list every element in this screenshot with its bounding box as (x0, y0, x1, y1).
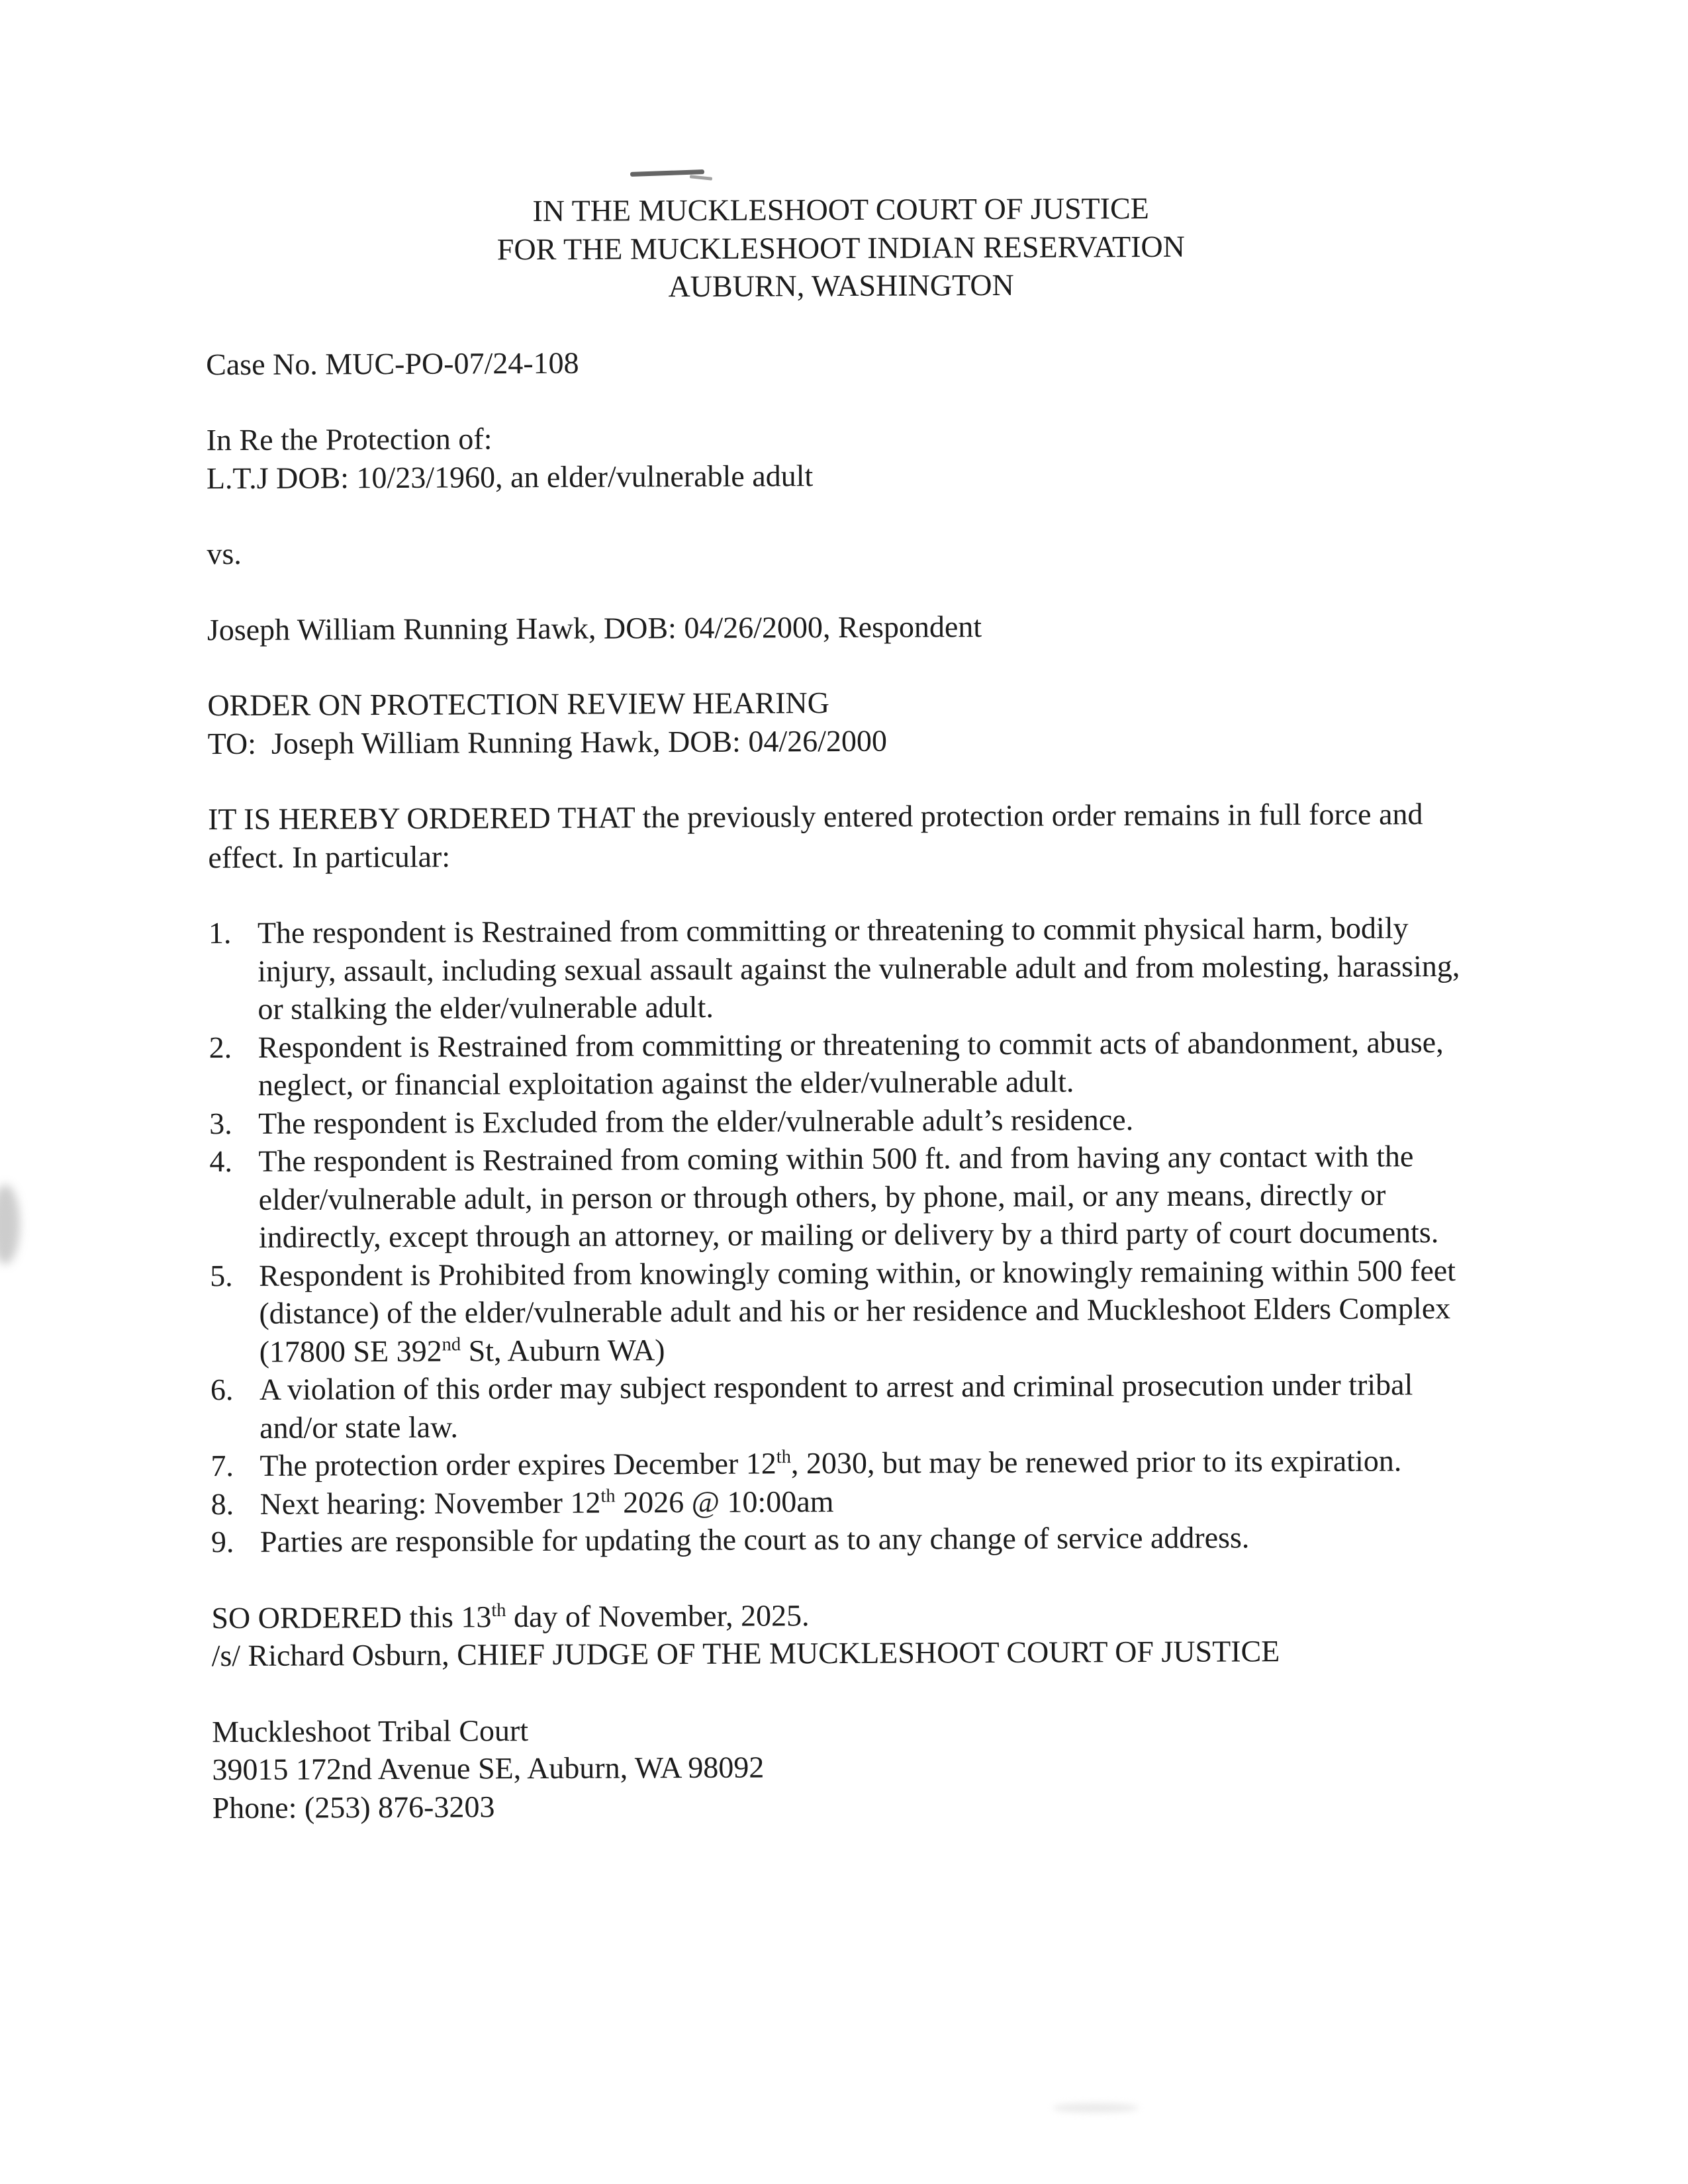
order-item (209, 1099, 1480, 1142)
order-item (210, 1251, 1481, 1371)
document-header (205, 188, 1477, 308)
scan-artifact-smudge-left (0, 1185, 20, 1264)
text-segment: Respondent is Restrained from committing or threatening to commit acts of abandonment, abuse, neglect, or financial exploitation against the elder/vulnerable adult. (258, 1024, 1444, 1102)
judge-signature-line: /s/ Richard Osburn, CHIEF JUDGE OF THE MUCKLESHOOT COURT OF JUSTICE (211, 1634, 1280, 1673)
text-segment: St, Auburn WA) (461, 1332, 665, 1368)
order-list (209, 909, 1482, 1561)
order-item (209, 1023, 1480, 1104)
ordered-intro: IT IS HEREBY ORDERED THAT the previously entered protection order remains in full force and effect. In particular: (208, 797, 1423, 874)
vs-label: vs. (207, 536, 242, 571)
order-item (211, 1518, 1482, 1561)
text-segment: Next hearing: November 12 (259, 1485, 601, 1521)
so-ordered-line (211, 1593, 1482, 1637)
text-segment: The respondent is Excluded from the elder/vulnerable adult’s residence. (258, 1102, 1134, 1140)
court-address-street: 39015 172nd Avenue SE, Auburn, WA 98092 (212, 1750, 765, 1787)
order-to-line: TO: Joseph William Running Hawk, DOB: 04/26/2000 (207, 723, 888, 760)
text-segment: 2026 @ 10:00am (615, 1484, 834, 1520)
order-item (211, 1365, 1481, 1447)
in-re-label: In Re the Protection of: (206, 422, 492, 457)
city-state-line: AUBURN, WASHINGTON (668, 267, 1014, 304)
protected-person-line: L.T.J DOB: 10/23/1960, an elder/vulnerable adult (206, 458, 814, 495)
court-phone: Phone: (253) 876-3203 (212, 1789, 495, 1825)
respondent-line: Joseph William Running Hawk, DOB: 04/26/2000, Respondent (207, 609, 982, 647)
superscript-text: th (776, 1447, 791, 1468)
superscript-text: th (600, 1485, 616, 1506)
court-name-line: IN THE MUCKLESHOOT COURT OF JUSTICE (532, 191, 1149, 228)
text-segment: day of November, 2025. (506, 1598, 810, 1633)
order-item (209, 909, 1480, 1028)
text-segment: A violation of this order may subject respondent to arrest and criminal prosecution under tribal and/or state law. (259, 1367, 1413, 1445)
scan-artifact-smudge-bottom (1053, 2103, 1139, 2113)
text-segment: The respondent is Restrained from committing or threatening to commit physical harm, bodily injury, assault, including sexual assault against the vulnerable adult and from molesting, harassing, or stalking the elder/vulnerable adult. (257, 911, 1460, 1026)
superscript-text: nd (442, 1334, 461, 1355)
document-body (205, 188, 1483, 1864)
case-number: Case No. MUC-PO-07/24-108 (206, 345, 579, 381)
text-segment: SO ORDERED this 13 (211, 1599, 492, 1635)
order-item (209, 1137, 1481, 1257)
text-segment: Parties are responsible for updating the court as to any change of service address. (259, 1520, 1250, 1559)
scan-artifact-dash (630, 169, 704, 177)
scan-artifact-dash-small (690, 175, 712, 181)
order-title: ORDER ON PROTECTION REVIEW HEARING (207, 686, 830, 723)
superscript-text: th (491, 1600, 506, 1621)
text-segment: The respondent is Restrained from coming within 500 ft. and from having any contact with the elder/vulnerable adult, in person or through others, by phone, mail, or any means, directly or indirectly, except through an attorney, or mailing or delivery by a third party of court documents. (258, 1139, 1439, 1254)
text-segment: Respondent is Prohibited from knowingly coming within, or knowingly remaining within 500 feet (distance) of the elder/vulnerable adult and his or her residence and Muckleshoot Elders Complex (17800 SE 392 (259, 1253, 1456, 1369)
text-segment: , 2030, but may be renewed prior to its expiration. (790, 1443, 1402, 1480)
order-item (211, 1479, 1482, 1523)
reservation-line: FOR THE MUCKLESHOOT INDIAN RESERVATION (496, 229, 1185, 266)
text-segment: The protection order expires December 12 (259, 1446, 776, 1482)
order-item (211, 1441, 1481, 1485)
court-address-name: Muckleshoot Tribal Court (212, 1713, 529, 1749)
